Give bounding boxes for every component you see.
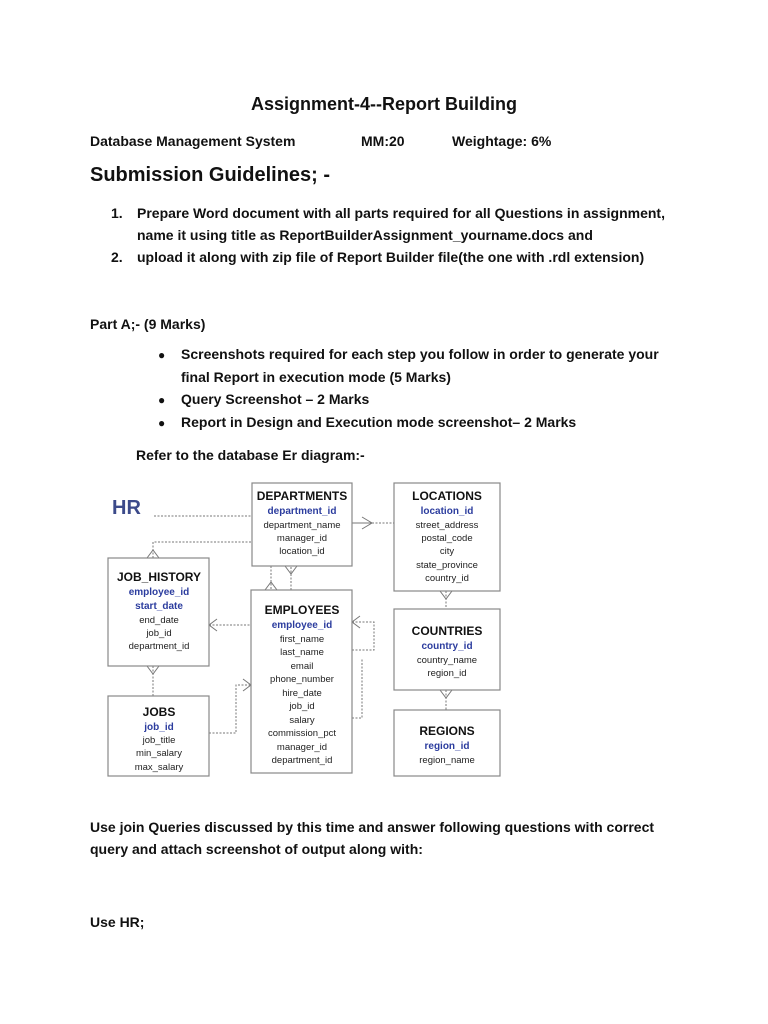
guideline-number: 1. bbox=[111, 205, 123, 221]
guidelines-heading: Submission Guidelines; - bbox=[90, 164, 331, 186]
entity-jobs bbox=[108, 696, 209, 776]
attribute: hire_date bbox=[282, 688, 322, 699]
bullet-icon: ● bbox=[158, 416, 166, 430]
guideline-text: name it using title as ReportBuilderAssignment_yourname.docs and bbox=[137, 227, 593, 243]
primary-key: country_id bbox=[421, 641, 473, 652]
entity-locations bbox=[394, 483, 500, 591]
attribute: job_id bbox=[146, 628, 172, 639]
attribute: postal_code bbox=[421, 533, 473, 544]
entity-title: LOCATIONS bbox=[412, 489, 482, 503]
primary-key: employee_id bbox=[128, 587, 190, 598]
attribute: department_id bbox=[271, 755, 333, 766]
bullet-text: Query Screenshot – 2 Marks bbox=[181, 391, 370, 407]
entity-countries bbox=[394, 609, 500, 690]
attribute: state_province bbox=[416, 560, 478, 571]
attribute: manager_id bbox=[276, 533, 328, 544]
attribute: email bbox=[290, 661, 314, 672]
entity-employees bbox=[251, 590, 352, 773]
guideline-number: 2. bbox=[111, 249, 123, 265]
bullet-icon: ● bbox=[158, 393, 166, 407]
weightage: Weightage: 6% bbox=[452, 133, 552, 149]
bullet-icon: ● bbox=[158, 348, 166, 362]
entity-title: DEPARTMENTS bbox=[256, 489, 348, 503]
er-diagram-reference: Refer to the database Er diagram:- bbox=[136, 447, 365, 463]
relationship-line bbox=[352, 622, 374, 650]
use-hr-statement: Use HR; bbox=[90, 914, 145, 930]
attribute: first_name bbox=[279, 634, 325, 645]
attribute: region_id bbox=[427, 668, 467, 679]
primary-key: job_id bbox=[144, 722, 174, 733]
er-diagram bbox=[96, 478, 516, 784]
attribute: last_name bbox=[280, 647, 324, 658]
entity-title: JOBS bbox=[142, 705, 176, 719]
join-queries-instruction: Use join Queries discussed by this time and answer following questions with correct bbox=[90, 819, 655, 835]
attribute: manager_id bbox=[276, 742, 328, 753]
attribute: salary bbox=[289, 715, 315, 726]
max-marks: MM:20 bbox=[361, 133, 405, 149]
attribute: job_id bbox=[289, 701, 315, 712]
entity-regions bbox=[394, 710, 500, 776]
attribute: department_name bbox=[263, 520, 341, 531]
primary-key: employee_id bbox=[271, 620, 333, 631]
bullet-text: Screenshots required for each step you follow in order to generate your bbox=[181, 346, 659, 362]
subject-name: Database Management System bbox=[90, 133, 296, 149]
entity-title: REGIONS bbox=[419, 724, 475, 738]
attribute: country_id bbox=[425, 573, 469, 584]
entity-departments bbox=[252, 483, 352, 566]
attribute: city bbox=[439, 546, 455, 557]
relationship-line bbox=[352, 517, 372, 529]
schema-label: HR bbox=[112, 497, 141, 519]
attribute: max_salary bbox=[134, 762, 184, 773]
guideline-text: upload it along with zip file of Report Builder file(the one with .rdl extension) bbox=[137, 249, 645, 265]
entity-title: COUNTRIES bbox=[411, 624, 483, 638]
attribute: location_id bbox=[279, 546, 325, 557]
entity-title: EMPLOYEES bbox=[264, 603, 340, 617]
attribute: end_date bbox=[139, 615, 179, 626]
part-a-heading: Part A;- (9 Marks) bbox=[90, 316, 206, 332]
document-title: Assignment-4--Report Building bbox=[251, 94, 517, 114]
relationship-line bbox=[153, 542, 252, 558]
attribute: phone_number bbox=[270, 674, 334, 685]
attribute: region_name bbox=[419, 755, 475, 766]
attribute: street_address bbox=[415, 520, 479, 531]
attribute: job_title bbox=[142, 735, 176, 746]
entity-job-history bbox=[108, 558, 209, 666]
primary-key: start_date bbox=[135, 601, 183, 612]
attribute: country_name bbox=[416, 655, 478, 666]
primary-key: department_id bbox=[267, 506, 337, 517]
entity-title: JOB_HISTORY bbox=[116, 570, 202, 584]
attribute: commission_pct bbox=[267, 728, 337, 739]
bullet-text: Report in Design and Execution mode screenshot– 2 Marks bbox=[181, 414, 577, 430]
join-queries-instruction: query and attach screenshot of output along with: bbox=[90, 841, 423, 857]
attribute: department_id bbox=[128, 641, 190, 652]
bullet-text: final Report in execution mode (5 Marks) bbox=[181, 369, 451, 385]
relationship-line bbox=[209, 685, 251, 733]
primary-key: location_id bbox=[420, 506, 474, 517]
relationship-line bbox=[352, 658, 362, 718]
guideline-text: Prepare Word document with all parts required for all Questions in assignment, bbox=[137, 205, 665, 221]
primary-key: region_id bbox=[424, 741, 470, 752]
attribute: min_salary bbox=[136, 748, 182, 759]
